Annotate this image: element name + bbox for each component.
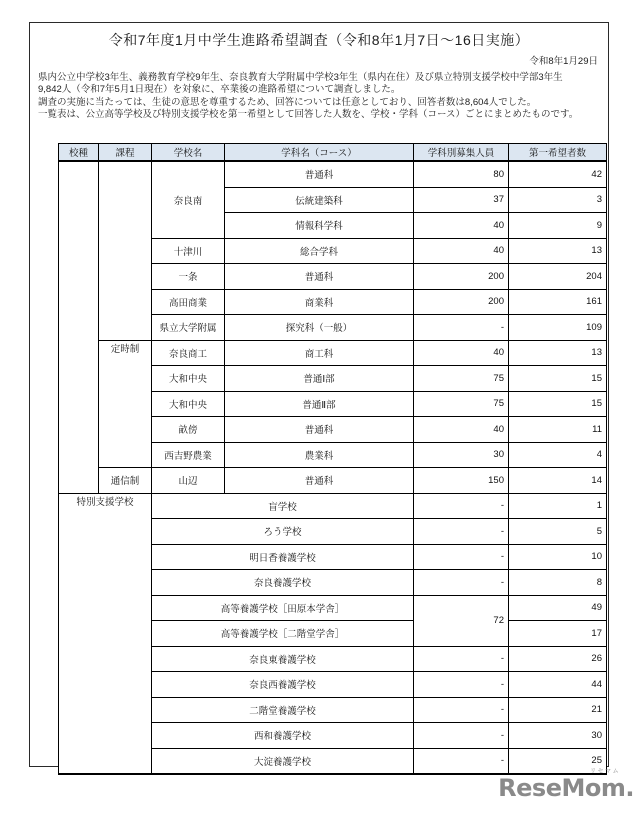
cell-first-choice-count: 9 bbox=[509, 213, 607, 239]
cell-first-choice-count: 5 bbox=[509, 519, 607, 545]
cell-department: 普通科 bbox=[225, 417, 414, 443]
cell-school-name: ろう学校 bbox=[152, 519, 414, 545]
column-header-course: 課程 bbox=[99, 144, 152, 162]
cell-recruitment-capacity: 80 bbox=[414, 161, 509, 187]
cell-recruitment-capacity: 30 bbox=[414, 442, 509, 468]
cell-school-name: 県立大学附属 bbox=[152, 315, 225, 341]
intro-line-2: 9,842人（令和7年5月1日現在）を対象に、卒業後の進路希望について調査しました。 bbox=[38, 84, 401, 96]
cell-school-name: 西吉野農業 bbox=[152, 442, 225, 468]
cell-school-type: 特別支援学校 bbox=[59, 493, 152, 774]
cell-recruitment-capacity: - bbox=[414, 544, 509, 570]
cell-first-choice-count: 26 bbox=[509, 646, 607, 672]
cell-first-choice-count: 8 bbox=[509, 570, 607, 596]
cell-school-name: 大淀養護学校 bbox=[152, 748, 414, 774]
cell-recruitment-capacity: 40 bbox=[414, 417, 509, 443]
cell-recruitment-capacity: 200 bbox=[414, 289, 509, 315]
cell-recruitment-capacity: 200 bbox=[414, 264, 509, 290]
cell-recruitment-capacity: 40 bbox=[414, 213, 509, 239]
table-row bbox=[59, 144, 607, 162]
cell-department: 探究科（一般） bbox=[225, 315, 414, 341]
cell-school-name: 一条 bbox=[152, 264, 225, 290]
cell-school-name: 奈良養護学校 bbox=[152, 570, 414, 596]
cell-recruitment-capacity: - bbox=[414, 519, 509, 545]
cell-recruitment-capacity: 37 bbox=[414, 187, 509, 213]
cell-course bbox=[99, 161, 152, 340]
cell-recruitment-capacity: - bbox=[414, 723, 509, 749]
column-header-school-name: 学校名 bbox=[152, 144, 225, 162]
document-date: 令和8年1月29日 bbox=[529, 56, 598, 67]
cell-first-choice-count: 10 bbox=[509, 544, 607, 570]
table-row bbox=[59, 468, 607, 494]
cell-school-name: 高田商業 bbox=[152, 289, 225, 315]
cell-recruitment-capacity: - bbox=[414, 493, 509, 519]
survey-table bbox=[58, 143, 607, 775]
cell-course: 定時制 bbox=[99, 340, 152, 468]
cell-recruitment-capacity: - bbox=[414, 570, 509, 596]
logo-wordmark: ReseMom. bbox=[498, 774, 634, 802]
cell-first-choice-count: 3 bbox=[509, 187, 607, 213]
table-row bbox=[59, 493, 607, 519]
intro-line-1: 県内公立中学校3年生、義務教育学校9年生、奈良教育大学附属中学校3年生（県内在住）及び県立特別支援学校中学部3年生 bbox=[38, 72, 563, 83]
cell-school-name: 大和中央 bbox=[152, 366, 225, 392]
cell-department: 商業科 bbox=[225, 289, 414, 315]
cell-school-name: 盲学校 bbox=[152, 493, 414, 519]
cell-first-choice-count: 14 bbox=[509, 468, 607, 494]
cell-first-choice-count: 204 bbox=[509, 264, 607, 290]
cell-department: 情報科学科 bbox=[225, 213, 414, 239]
cell-first-choice-count: 11 bbox=[509, 417, 607, 443]
cell-first-choice-count: 1 bbox=[509, 493, 607, 519]
cell-school-name: 畝傍 bbox=[152, 417, 225, 443]
cell-recruitment-capacity: 72 bbox=[414, 595, 509, 646]
cell-department: 普通科 bbox=[225, 264, 414, 290]
cell-recruitment-capacity: 40 bbox=[414, 238, 509, 264]
cell-recruitment-capacity: 75 bbox=[414, 366, 509, 392]
cell-school-name: 西和養護学校 bbox=[152, 723, 414, 749]
cell-school-type bbox=[59, 161, 99, 493]
cell-first-choice-count: 109 bbox=[509, 315, 607, 341]
resemom-logo bbox=[498, 769, 634, 800]
cell-first-choice-count: 17 bbox=[509, 621, 607, 647]
cell-first-choice-count: 15 bbox=[509, 391, 607, 417]
cell-department: 普通科 bbox=[225, 161, 414, 187]
cell-first-choice-count: 4 bbox=[509, 442, 607, 468]
intro-line-3: 調査の実施に当たっては、生徒の意思を尊重するため、回答については任意としており、回答者数は8,604人でした。 bbox=[38, 96, 537, 108]
cell-school-name: 十津川 bbox=[152, 238, 225, 264]
cell-first-choice-count: 13 bbox=[509, 340, 607, 366]
cell-school-name: 奈良西養護学校 bbox=[152, 672, 414, 698]
cell-course: 通信制 bbox=[99, 468, 152, 494]
cell-school-name: 二階堂養護学校 bbox=[152, 697, 414, 723]
intro-line-4: 一覧表は、公立高等学校及び特別支援学校を第一希望として回答した人数を、学校・学科（コース）ごとにまとめたものです。 bbox=[38, 108, 579, 120]
cell-department: 総合学科 bbox=[225, 238, 414, 264]
document-title: 令和7年度1月中学生進路希望調査（令和8年1月7日～16日実施） bbox=[108, 32, 530, 48]
cell-recruitment-capacity: 40 bbox=[414, 340, 509, 366]
cell-school-name: 明日香養護学校 bbox=[152, 544, 414, 570]
logo-ruby-text: リセマム bbox=[590, 769, 620, 775]
cell-first-choice-count: 44 bbox=[509, 672, 607, 698]
cell-recruitment-capacity: - bbox=[414, 697, 509, 723]
cell-first-choice-count: 15 bbox=[509, 366, 607, 392]
cell-recruitment-capacity: - bbox=[414, 646, 509, 672]
cell-first-choice-count: 13 bbox=[509, 238, 607, 264]
intro-paragraph bbox=[38, 72, 600, 121]
cell-school-name: 奈良商工 bbox=[152, 340, 225, 366]
cell-first-choice-count: 42 bbox=[509, 161, 607, 187]
cell-school-name: 山辺 bbox=[152, 468, 225, 494]
table-header-row bbox=[59, 144, 607, 162]
cell-first-choice-count: 49 bbox=[509, 595, 607, 621]
table-body bbox=[59, 161, 607, 774]
cell-recruitment-capacity: - bbox=[414, 748, 509, 774]
cell-first-choice-count: 25 bbox=[509, 748, 607, 774]
cell-department: 普通科 bbox=[225, 468, 414, 494]
column-header-first-choice-count: 第一希望者数 bbox=[509, 144, 607, 162]
cell-recruitment-capacity: - bbox=[414, 672, 509, 698]
cell-recruitment-capacity: 75 bbox=[414, 391, 509, 417]
cell-school-name: 大和中央 bbox=[152, 391, 225, 417]
cell-department: 伝統建築科 bbox=[225, 187, 414, 213]
cell-school-name: 奈良南 bbox=[152, 161, 225, 238]
cell-school-name: 高等養護学校［二階堂学舎］ bbox=[152, 621, 414, 647]
table-row bbox=[59, 340, 607, 366]
cell-first-choice-count: 161 bbox=[509, 289, 607, 315]
cell-department: 普通Ⅰ部 bbox=[225, 366, 414, 392]
cell-school-name: 高等養護学校［田原本学舎］ bbox=[152, 595, 414, 621]
cell-recruitment-capacity: 150 bbox=[414, 468, 509, 494]
cell-school-name: 奈良東養護学校 bbox=[152, 646, 414, 672]
cell-recruitment-capacity: - bbox=[414, 315, 509, 341]
cell-first-choice-count: 21 bbox=[509, 697, 607, 723]
table-row bbox=[59, 161, 607, 187]
column-header-school-type: 校種 bbox=[59, 144, 99, 162]
cell-department: 商工科 bbox=[225, 340, 414, 366]
cell-department: 普通Ⅱ部 bbox=[225, 391, 414, 417]
column-header-recruitment-capacity: 学科別募集人員 bbox=[414, 144, 509, 162]
column-header-department: 学科名（コース） bbox=[225, 144, 414, 162]
cell-department: 農業科 bbox=[225, 442, 414, 468]
cell-first-choice-count: 30 bbox=[509, 723, 607, 749]
